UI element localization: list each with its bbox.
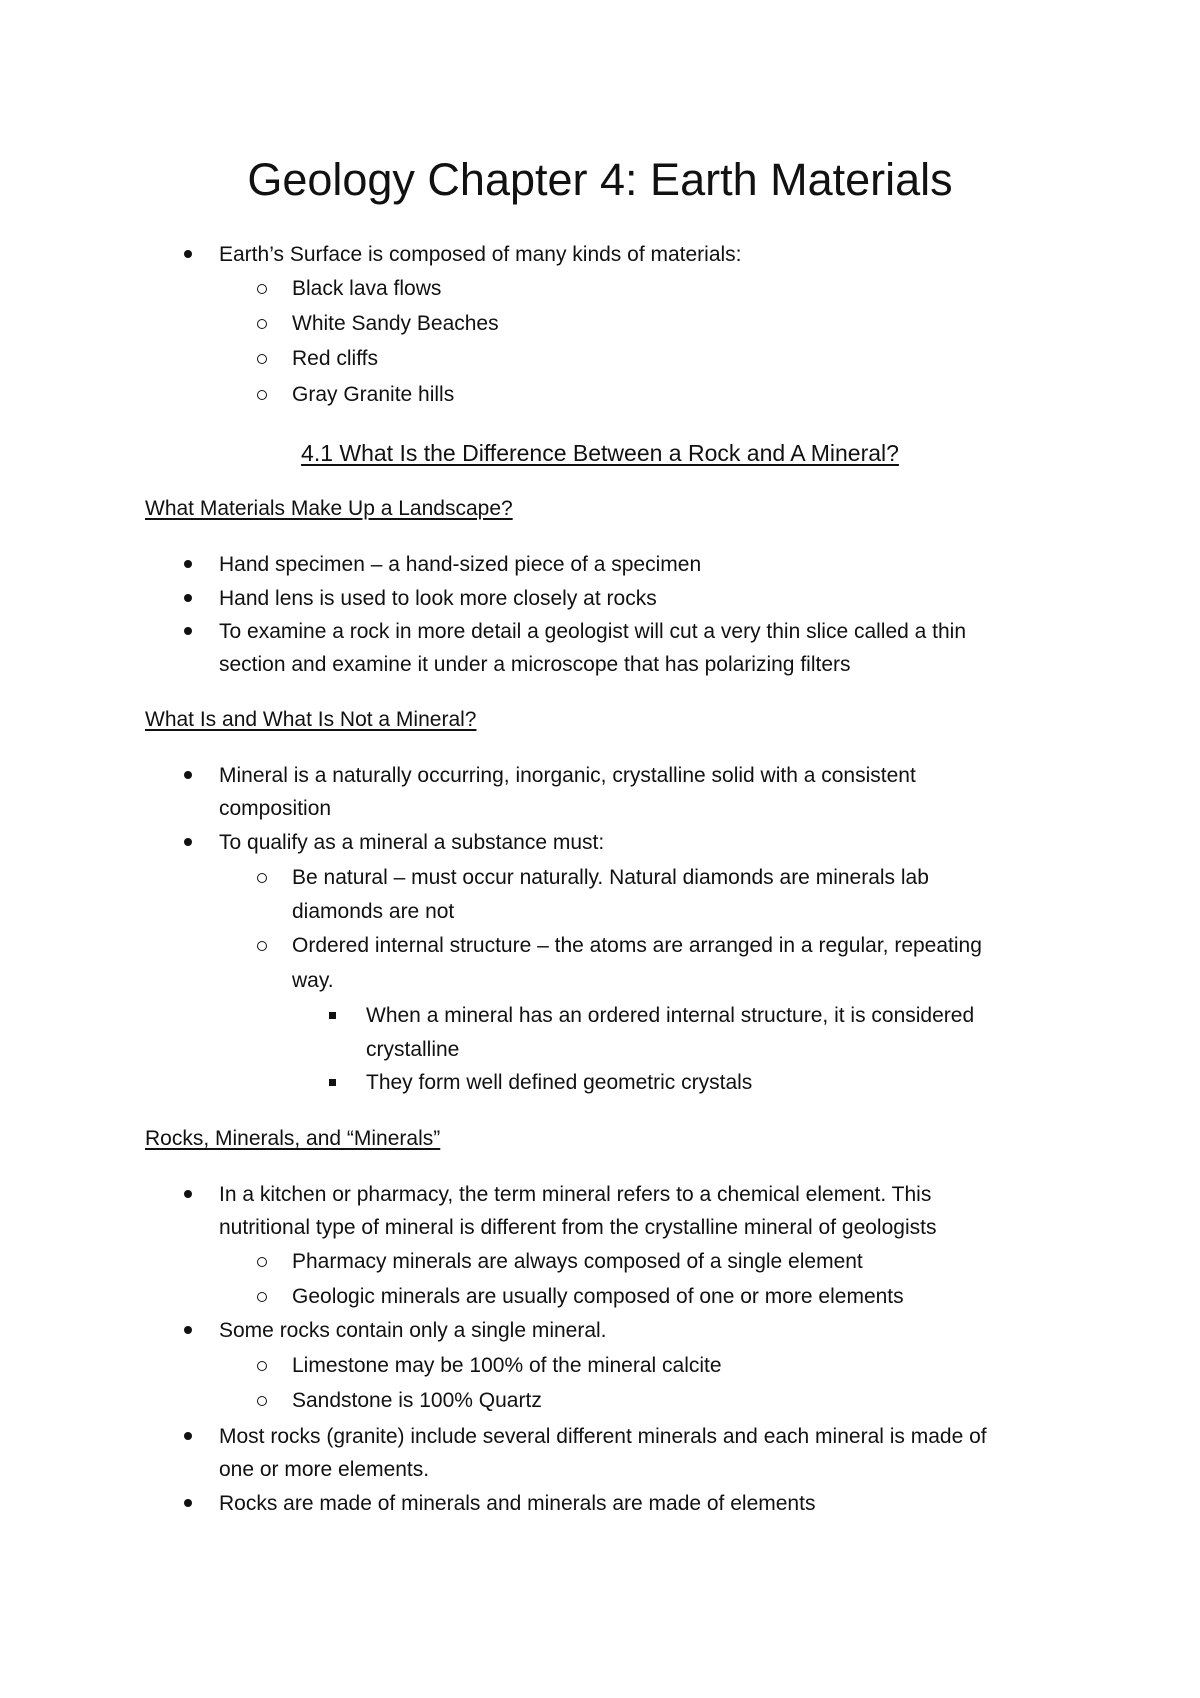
subheading-landscape: What Materials Make Up a Landscape? [145, 497, 513, 520]
subheading-mineral: What Is and What Is Not a Mineral? [145, 708, 477, 731]
bullet-square [329, 1002, 336, 1030]
bullet-dot [184, 1181, 192, 1209]
list-item-continuation: way. [292, 969, 334, 992]
list-item: In a kitchen or pharmacy, the term mineral refers to a chemical element. This [219, 1183, 932, 1206]
bullet-dot [184, 241, 192, 269]
list-item: Hand lens is used to look more closely at rocks [219, 587, 657, 610]
bullet-dot [184, 585, 192, 613]
section-heading: 4.1 What Is the Difference Between a Rock and A Mineral? [301, 440, 899, 466]
bullet-dot [184, 618, 192, 646]
bullet-dot [184, 829, 192, 857]
list-item-continuation: composition [219, 797, 332, 820]
bullet-circle [257, 1283, 267, 1311]
list-item: Black lava flows [292, 277, 442, 300]
list-item: They form well defined geometric crystals [366, 1071, 753, 1094]
list-item: Limestone may be 100% of the mineral calcite [292, 1354, 722, 1377]
list-item: Ordered internal structure – the atoms are arranged in a regular, repeating [292, 934, 982, 957]
list-item: Pharmacy minerals are always composed of a single element [292, 1250, 863, 1273]
bullet-circle [257, 864, 267, 892]
list-item: When a mineral has an ordered internal structure, it is considered [366, 1004, 975, 1027]
list-item-continuation: nutritional type of mineral is different from the crystalline mineral of geologists [219, 1216, 937, 1239]
bullet-square [329, 1069, 336, 1097]
list-item: Hand specimen – a hand-sized piece of a specimen [219, 553, 702, 576]
list-item: Some rocks contain only a single mineral. [219, 1319, 607, 1342]
bullet-circle [257, 932, 267, 960]
list-item: Earth’s Surface is composed of many kinds of materials: [219, 243, 742, 266]
list-item: Gray Granite hills [292, 383, 455, 406]
bullet-circle [257, 1387, 267, 1415]
bullet-circle [257, 381, 267, 409]
bullet-circle [257, 345, 267, 373]
bullet-dot [184, 551, 192, 579]
bullet-circle [257, 310, 267, 338]
page-title: Geology Chapter 4: Earth Materials [247, 154, 953, 205]
bullet-dot [184, 1423, 192, 1451]
list-item-continuation: diamonds are not [292, 900, 455, 923]
list-item: Geologic minerals are usually composed of one or more elements [292, 1285, 904, 1308]
bullet-circle [257, 1248, 267, 1276]
list-item: Mineral is a naturally occurring, inorganic, crystalline solid with a consistent [219, 764, 916, 787]
list-item: To examine a rock in more detail a geologist will cut a very thin slice called a thin [219, 620, 967, 643]
list-item: Red cliffs [292, 347, 378, 370]
subheading-rocks: Rocks, Minerals, and “Minerals” [145, 1127, 441, 1150]
bullet-dot [184, 1317, 192, 1345]
list-item: Rocks are made of minerals and minerals are made of elements [219, 1492, 816, 1515]
list-item: Be natural – must occur naturally. Natural diamonds are minerals lab [292, 866, 929, 889]
bullet-dot [184, 1490, 192, 1518]
list-item: White Sandy Beaches [292, 312, 499, 335]
list-item-continuation: crystalline [366, 1038, 460, 1061]
bullet-circle [257, 1352, 267, 1380]
list-item: Sandstone is 100% Quartz [292, 1389, 542, 1412]
list-item-continuation: one or more elements. [219, 1458, 430, 1481]
list-item: Most rocks (granite) include several different minerals and each mineral is made of [219, 1425, 987, 1448]
bullet-circle [257, 275, 267, 303]
list-item: To qualify as a mineral a substance must: [219, 831, 605, 854]
list-item-continuation: section and examine it under a microscope that has polarizing filters [219, 653, 851, 676]
bullet-dot [184, 762, 192, 790]
